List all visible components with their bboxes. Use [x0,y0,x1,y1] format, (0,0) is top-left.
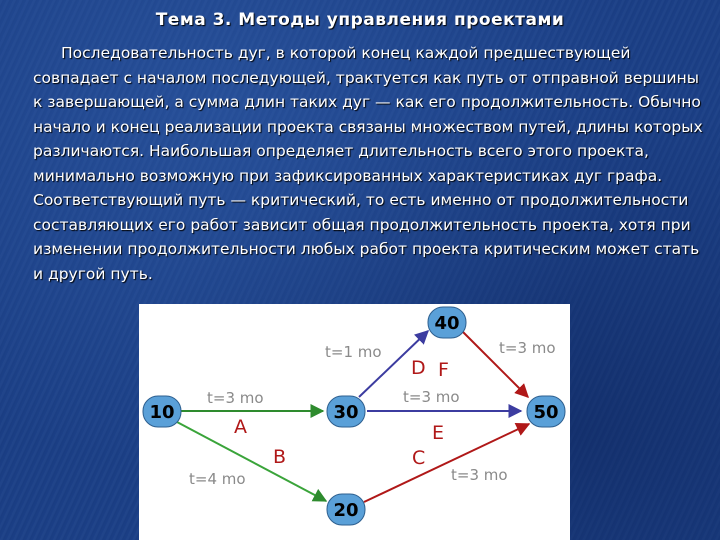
edge-d-duration: t=1 mo [325,343,382,361]
network-diagram [139,304,570,540]
edge-a-duration: t=3 mo [207,389,264,407]
edge-e-letter: E [432,422,445,444]
node-30 [327,396,365,427]
node-50 [527,396,565,427]
edge-c-letter: C [412,447,426,469]
network-svg [139,304,570,540]
slide-title: Тема 3. Методы управления проектами [155,10,565,30]
body-paragraph: Последовательность дуг, в которой конец каждой предшествующей совпадает с началом последующей, трактуется как путь от отправной вершины к завершающей, а сумма длин таких дуг — как его продолжительность. Обычно начало и конец реализации проекта связаны множеством путей, длины которых различаются. Наибольшая определяет длительность всего этого проекта, минимально возможную при зафиксированных характеристиках дуг графа. Соответствующий путь — критический, то есть именно от продолжительности составляющих его работ зависит общая продолжительность проекта, хотя при изменении продолжительности любых работ проекта критическим может стать и другой путь. [33,44,703,283]
node-30-label: 30 [333,402,359,423]
edge-c-duration: t=3 mo [451,466,508,484]
edge-b-duration: t=4 mo [189,470,246,488]
node-20-label: 20 [333,500,359,521]
node-10-label: 10 [149,402,175,423]
edge-b-letter: B [273,446,287,468]
node-10 [143,396,181,427]
edge-a-letter: A [234,416,247,438]
node-20 [327,494,365,525]
edge-c-line [364,424,529,502]
edge-f-duration: t=3 mo [499,339,556,357]
node-40 [428,307,466,338]
edge-f-letter: F [438,359,449,381]
edge-d-letter: D [411,357,426,379]
node-50-label: 50 [533,402,559,423]
edge-b-line [177,422,326,501]
node-40-label: 40 [434,313,460,334]
edge-e-duration: t=3 mo [403,388,460,406]
